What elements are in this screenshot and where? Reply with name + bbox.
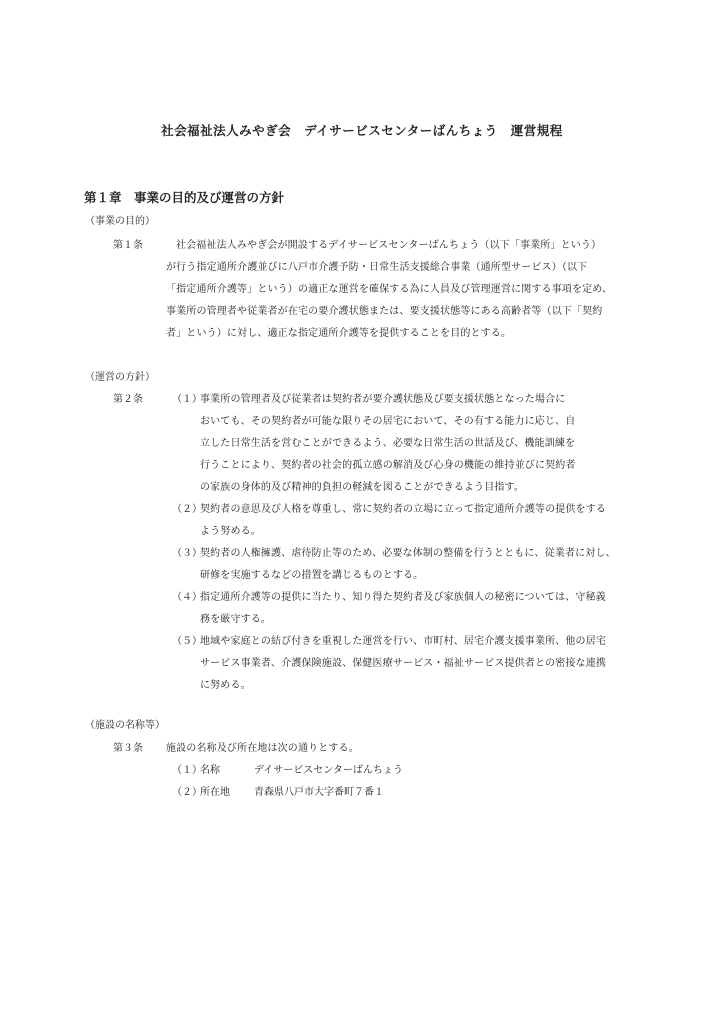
facility-address-value: 青森県八戸市大字番町７番１: [254, 787, 384, 798]
article1-line: 事業所の管理者や従業者が在宅の要介護状態または、要支援状態等にある高齢者等（以下「契約: [166, 306, 603, 317]
article1-heading: （事業の目的）: [85, 216, 155, 227]
facility-item-number: （１）: [172, 765, 202, 776]
article2-item-line: 契約者の意思及び人格を尊重し、常に契約者の立場に立って指定通所介護等の提供をする: [200, 504, 606, 515]
facility-item-number: （２）: [172, 787, 202, 798]
article2-item-number: （５）: [172, 636, 202, 647]
article3-heading: （施設の名称等）: [85, 720, 165, 731]
article1-line: が行う指定通所介護並びに八戸市介護予防・日常生活支援総合事業（通所型サービス）（以下: [166, 262, 588, 273]
article1-line: 「指定通所介護等」という）の適正な運営を確保する為に人員及び管理運営に関する事項を定め、: [166, 284, 613, 295]
article2-item-line: サービス事業者、介護保険施設、保健医療サービス・福祉サービス提供者との密接な連携: [200, 658, 606, 669]
article2-item-line: 研修を実施するなどの措置を講じるものとする。: [200, 570, 424, 581]
article2-item-line: よう努める。: [200, 526, 261, 537]
article2-item-line: 務を厳守する。: [200, 614, 272, 625]
article2-item-line: 立した日常生活を営むことができるよう、必要な日常生活の世話及び、機能訓練を: [200, 438, 576, 449]
article2-item-line: おいても、その契約者が可能な限りその居宅において、その有する能力に応じ、自: [200, 416, 576, 427]
article2-item-line: 契約者の人権擁護、虐待防止等のため、必要な体制の整備を行うとともに、従業者に対し、: [200, 548, 616, 559]
article2-item-line: 事業所の管理者及び従業者は契約者が要介護状態及び要支援状態となった場合に: [200, 394, 566, 405]
facility-name-label: 名称: [200, 765, 220, 776]
article2-item-number: （１）: [172, 394, 202, 405]
article1-line: 者」という）に対し、適正な指定通所介護等を提供することを目的とする。: [166, 328, 512, 339]
article2-item-line: の家族の身体的及び精神的負担の軽減を図ることができるよう目指す。: [200, 482, 524, 493]
article1-number: 第１条: [113, 240, 143, 251]
article3-number: 第３条: [113, 743, 143, 754]
article2-item-number: （２）: [172, 504, 202, 515]
article2-number: 第２条: [113, 394, 143, 405]
document-title: 社会福祉法人みやぎ会 デイサービスセンターばんちょう 運営規程: [161, 123, 563, 138]
article2-item-line: 行うことにより、契約者の社会的孤立感の解消及び心身の機能の維持並びに契約者: [200, 460, 576, 471]
article2-heading: （運営の方針）: [85, 372, 155, 383]
article2-item-number: （３）: [172, 548, 202, 559]
facility-name-value: デイサービスセンターばんちょう: [254, 765, 403, 776]
article3-text: 施設の名称及び所在地は次の通りとする。: [166, 743, 359, 754]
article2-item-line: 地域や家庭との結び付きを重視した運営を行い、市町村、居宅介護支援事業所、他の居宅: [200, 636, 606, 647]
article1-line: 社会福祉法人みやぎ会が開設するデイサービスセンターばんちょう（以下「事業所」という）: [176, 240, 602, 251]
article2-item-line: 指定通所介護等の提供に当たり、知り得た契約者及び家族個人の秘密については、守秘義: [200, 592, 606, 603]
chapter-heading: 第１章 事業の目的及び運営の方針: [84, 190, 285, 205]
facility-address-label: 所在地: [200, 787, 230, 798]
article2-item-number: （４）: [172, 592, 202, 603]
article2-item-line: に努める。: [200, 680, 251, 691]
